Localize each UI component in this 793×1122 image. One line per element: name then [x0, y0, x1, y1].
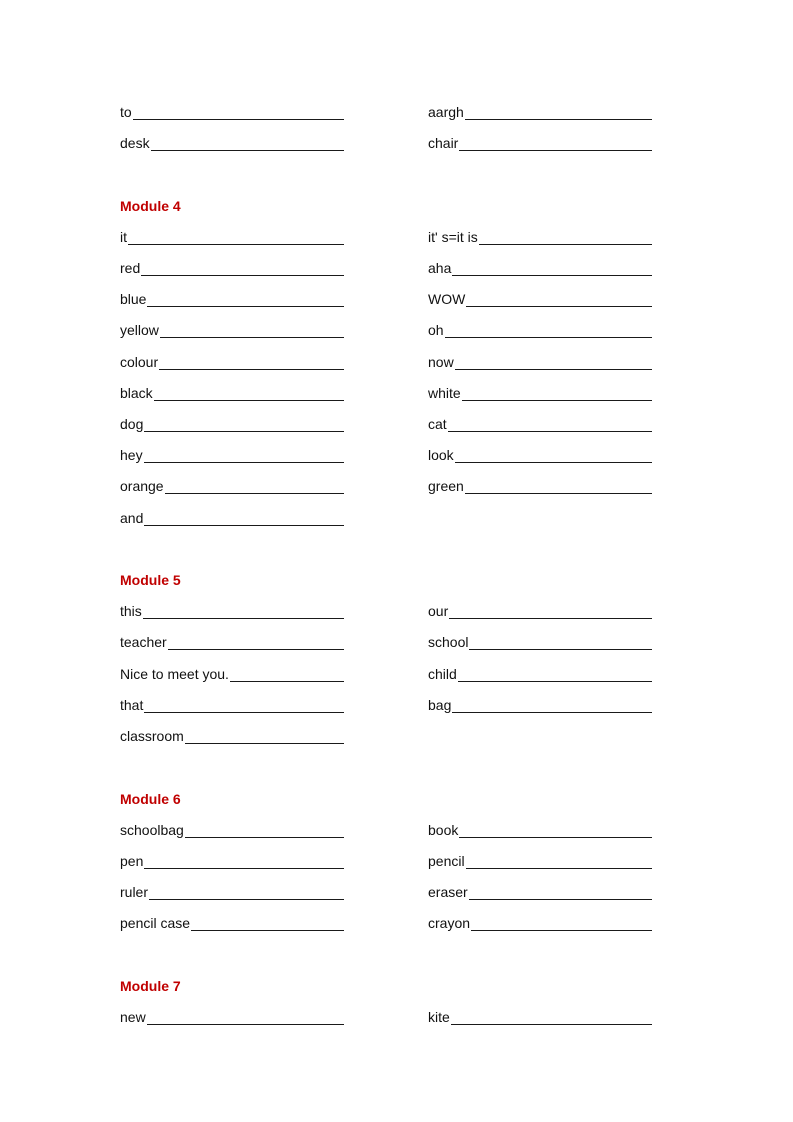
vocab-entry [428, 102, 652, 122]
vocab-word: school [428, 634, 469, 651]
answer-blank-line[interactable] [469, 899, 652, 900]
vocab-entry [120, 133, 344, 153]
answer-blank-line[interactable] [191, 930, 344, 931]
answer-blank-line[interactable] [185, 743, 344, 744]
vocab-word: now [428, 353, 454, 370]
vocab-word: teacher [120, 634, 167, 651]
vocab-word: red [120, 260, 141, 276]
vocab-word: to [120, 104, 132, 120]
answer-blank-line[interactable] [159, 369, 344, 370]
vocab-entry [428, 882, 652, 902]
vocab-word: ruler [120, 884, 149, 900]
vocab-entry [428, 289, 652, 309]
answer-blank-line[interactable] [133, 119, 344, 120]
vocab-word: and [120, 509, 144, 526]
vocab-entry [428, 320, 652, 340]
vocab-entry [428, 913, 652, 933]
answer-blank-line[interactable] [465, 119, 652, 120]
answer-blank-line[interactable] [452, 712, 652, 713]
answer-blank-line[interactable] [230, 681, 344, 682]
answer-blank-line[interactable] [144, 868, 344, 869]
vocab-entry [120, 320, 344, 340]
vocab-word: eraser [428, 884, 468, 900]
vocab-word: classroom [120, 728, 184, 744]
vocab-entry [428, 695, 652, 715]
vocab-word: white [428, 384, 461, 401]
vocab-word: orange [120, 478, 164, 495]
vocab-entry [120, 102, 344, 122]
answer-blank-line[interactable] [141, 275, 344, 276]
answer-blank-line[interactable] [165, 493, 344, 494]
vocab-entry [428, 258, 652, 278]
vocab-entry [120, 227, 344, 247]
vocab-entry [120, 664, 344, 684]
vocab-word: aha [428, 260, 452, 276]
vocab-word: our [428, 603, 449, 620]
vocab-word: bag [428, 696, 452, 713]
vocab-word: it [120, 228, 127, 245]
vocab-word: crayon [428, 915, 471, 932]
vocab-word: this [120, 603, 142, 620]
vocab-word: it' s=it is [428, 228, 478, 245]
answer-blank-line[interactable] [479, 244, 652, 245]
vocab-entry [120, 1007, 344, 1027]
answer-blank-line[interactable] [144, 462, 344, 463]
answer-blank-line[interactable] [151, 150, 344, 151]
vocab-entry [120, 383, 344, 403]
vocab-word: pen [120, 852, 144, 869]
vocab-entry [120, 601, 344, 621]
vocab-entry [120, 289, 344, 309]
vocab-word: oh [428, 322, 444, 339]
answer-blank-line[interactable] [160, 337, 344, 338]
vocab-entry [120, 476, 344, 496]
answer-blank-line[interactable] [143, 618, 344, 619]
vocab-word: that [120, 696, 144, 713]
vocab-entry [428, 664, 652, 684]
vocab-entry [428, 476, 652, 496]
answer-blank-line[interactable] [154, 400, 344, 401]
answer-blank-line[interactable] [459, 837, 652, 838]
vocab-word: WOW [428, 291, 466, 308]
answer-blank-line[interactable] [445, 337, 652, 338]
vocab-entry [120, 913, 344, 933]
vocab-entry [120, 820, 344, 840]
answer-blank-line[interactable] [469, 649, 652, 650]
vocab-word: book [428, 821, 459, 838]
vocab-entry [120, 632, 344, 652]
vocab-word: new [120, 1008, 146, 1025]
vocab-word: chair [428, 135, 459, 152]
vocab-entry [428, 632, 652, 652]
vocab-entry [428, 445, 652, 465]
vocab-word: kite [428, 1008, 450, 1025]
vocab-entry [120, 352, 344, 372]
module-heading: Module 5 [120, 572, 181, 589]
answer-blank-line[interactable] [449, 618, 652, 619]
answer-blank-line[interactable] [451, 1024, 652, 1025]
answer-blank-line[interactable] [144, 712, 344, 713]
module-heading: Module 6 [120, 790, 181, 807]
vocab-entry [120, 414, 344, 434]
answer-blank-line[interactable] [448, 431, 652, 432]
vocab-word: Nice to meet you. [120, 665, 229, 682]
vocab-entry [120, 695, 344, 715]
vocab-entry [120, 445, 344, 465]
vocab-word: look [428, 447, 454, 464]
vocab-word: yellow [120, 322, 159, 339]
vocab-word: pencil [428, 852, 465, 869]
answer-blank-line[interactable] [452, 275, 652, 276]
vocab-entry [428, 1007, 652, 1027]
answer-blank-line[interactable] [465, 493, 652, 494]
answer-blank-line[interactable] [147, 1024, 344, 1025]
vocab-word: blue [120, 291, 147, 308]
vocab-entry [428, 601, 652, 621]
vocab-word: black [120, 384, 153, 401]
answer-blank-line[interactable] [149, 899, 344, 900]
answer-blank-line[interactable] [128, 244, 344, 245]
vocab-entry [428, 414, 652, 434]
vocab-entry [120, 851, 344, 871]
answer-blank-line[interactable] [466, 868, 652, 869]
vocab-word: hey [120, 447, 143, 464]
vocab-entry [120, 726, 344, 746]
answer-blank-line[interactable] [168, 649, 344, 650]
answer-blank-line[interactable] [455, 369, 652, 370]
vocab-word: green [428, 478, 464, 495]
vocab-word: desk [120, 135, 150, 152]
answer-blank-line[interactable] [144, 431, 344, 432]
vocab-word: schoolbag [120, 821, 184, 838]
vocab-entry [120, 882, 344, 902]
vocab-entry [428, 133, 652, 153]
module-heading: Module 7 [120, 977, 181, 994]
answer-blank-line[interactable] [459, 150, 652, 151]
vocab-entry [120, 508, 344, 528]
answer-blank-line[interactable] [144, 525, 344, 526]
vocab-entry [120, 258, 344, 278]
vocab-word: dog [120, 416, 144, 432]
answer-blank-line[interactable] [471, 930, 652, 931]
answer-blank-line[interactable] [455, 462, 652, 463]
vocab-word: child [428, 665, 457, 682]
module-heading: Module 4 [120, 197, 181, 214]
vocab-entry [428, 851, 652, 871]
vocab-entry [428, 227, 652, 247]
vocab-word: pencil case [120, 915, 191, 932]
answer-blank-line[interactable] [466, 306, 652, 307]
vocab-word: cat [428, 416, 447, 432]
answer-blank-line[interactable] [147, 306, 344, 307]
vocab-word: aargh [428, 104, 464, 120]
vocab-word: colour [120, 353, 159, 370]
vocab-entry [428, 820, 652, 840]
vocab-entry [428, 383, 652, 403]
answer-blank-line[interactable] [458, 681, 652, 682]
answer-blank-line[interactable] [462, 400, 652, 401]
answer-blank-line[interactable] [185, 837, 344, 838]
vocab-entry [428, 352, 652, 372]
